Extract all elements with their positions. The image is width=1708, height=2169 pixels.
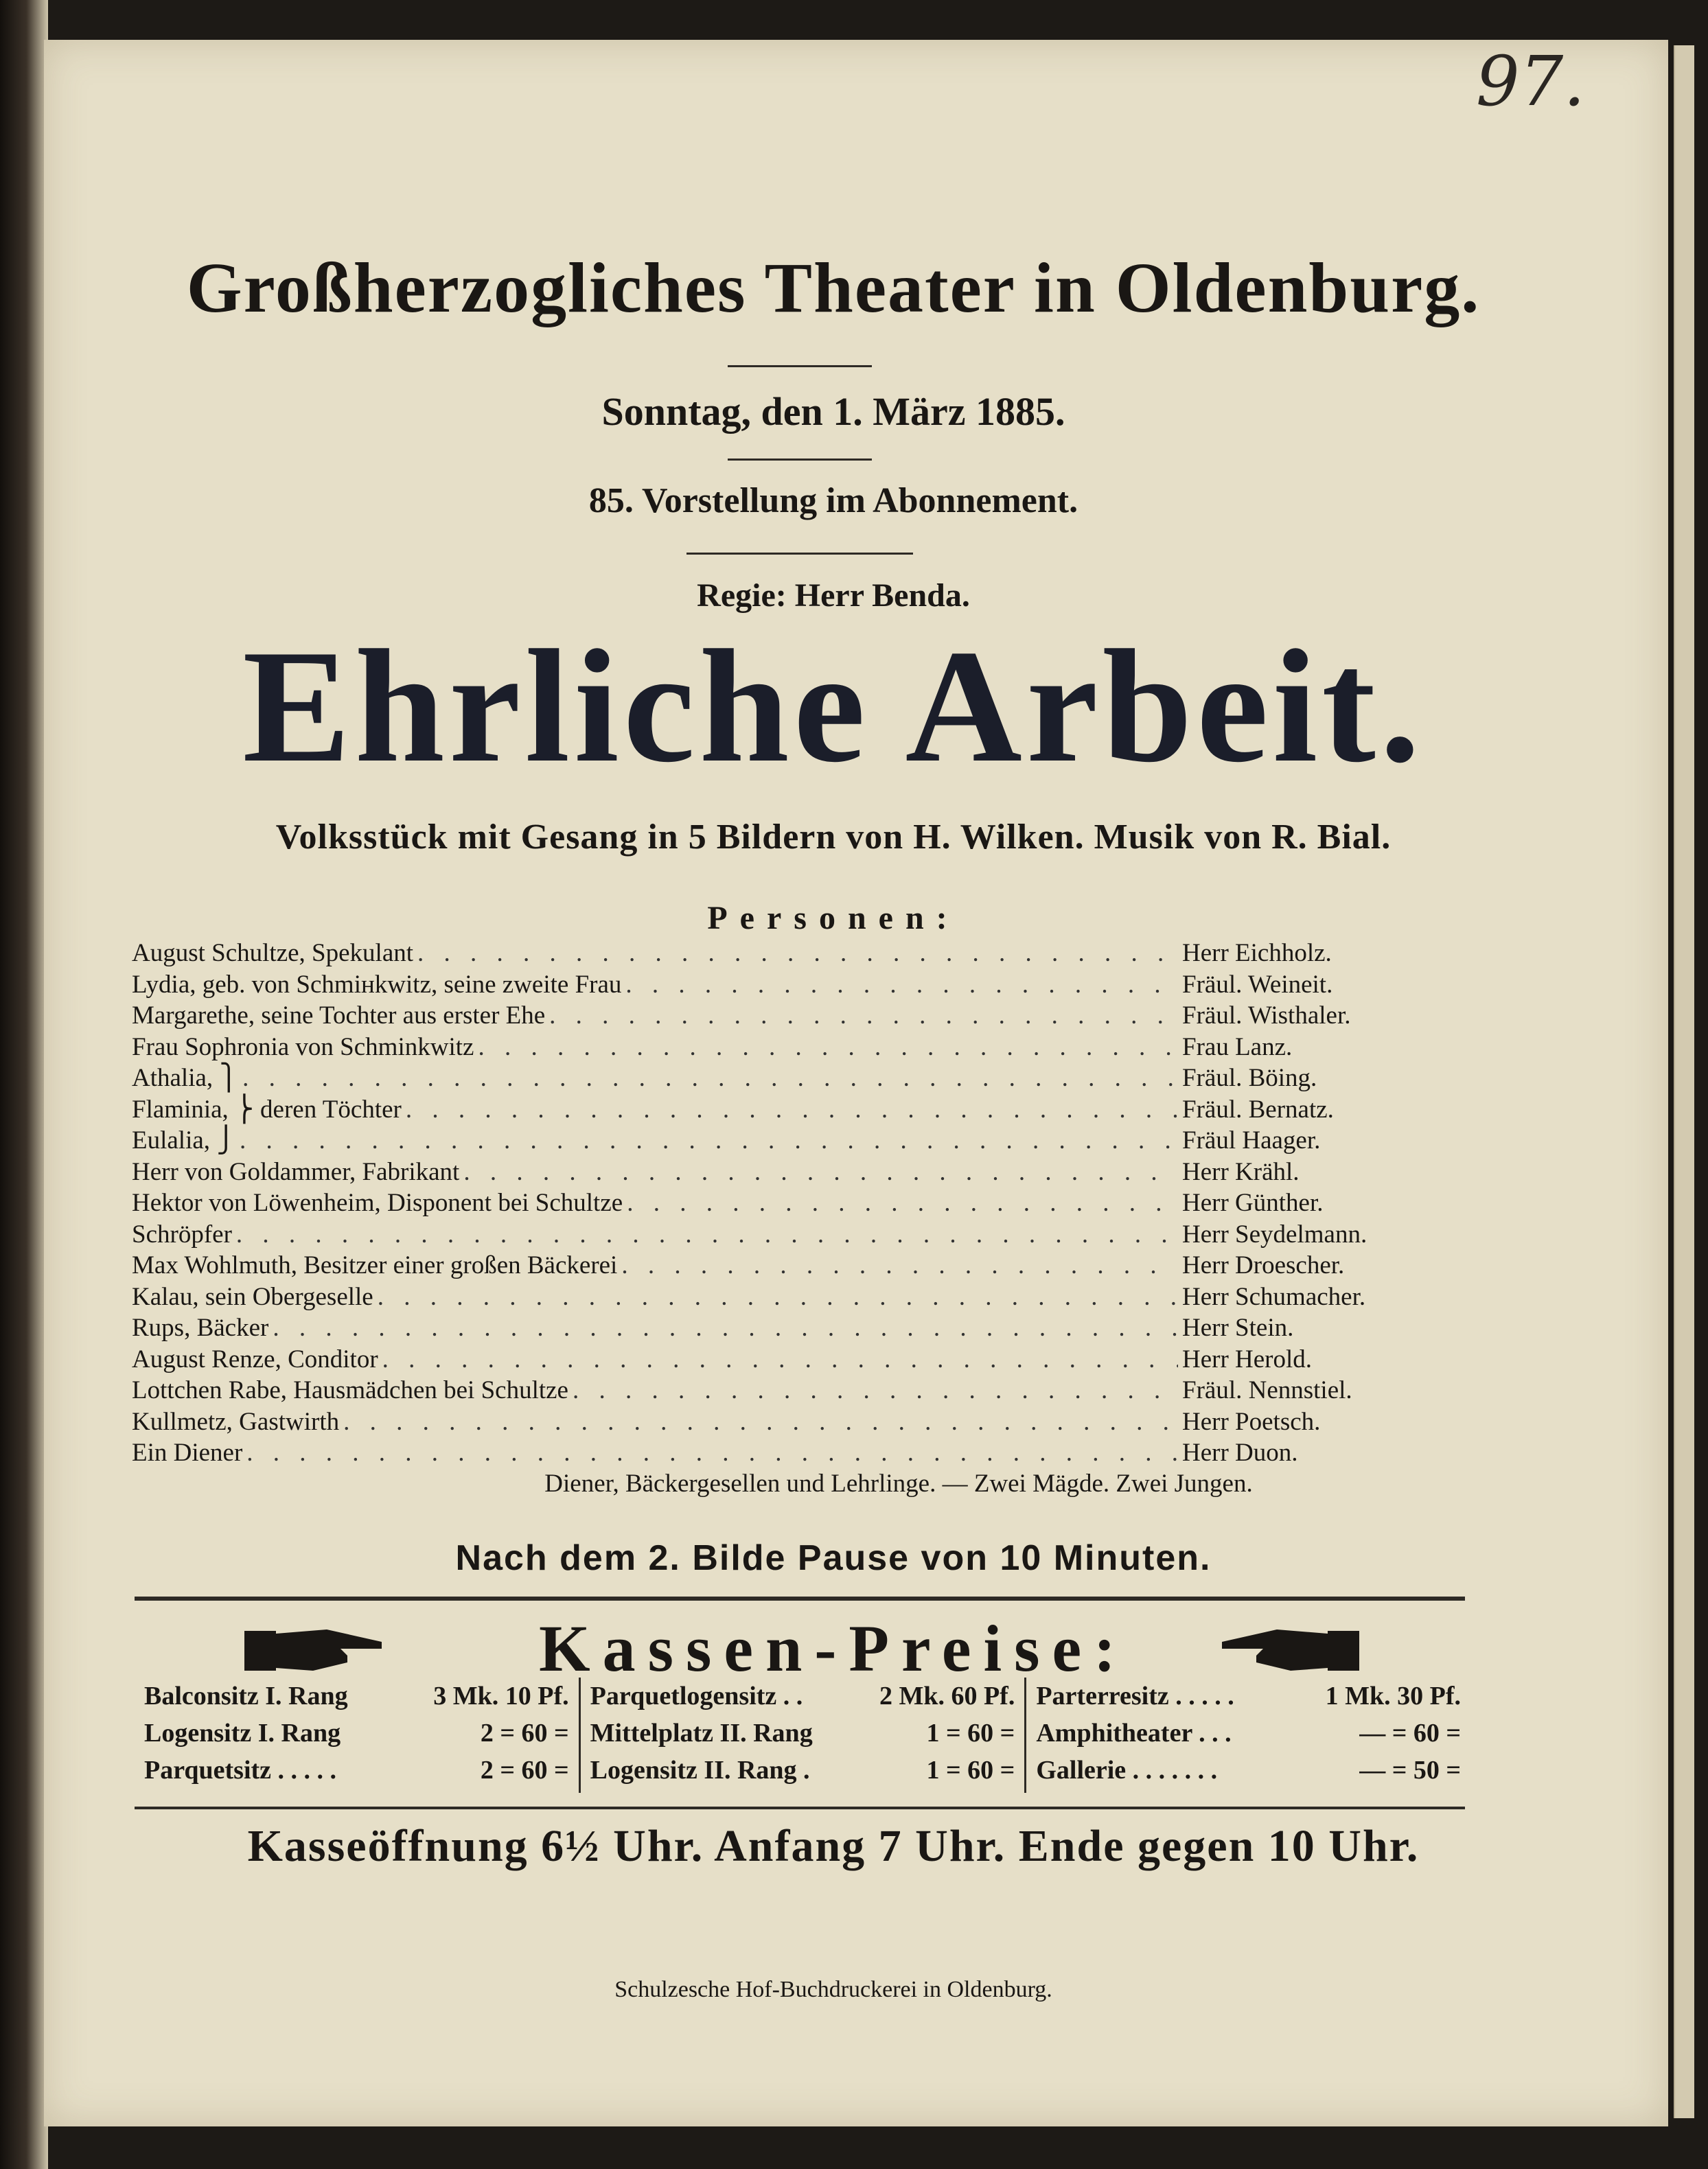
leader-dots: [378, 1281, 1178, 1313]
leader-dots: [236, 1219, 1178, 1251]
price-label: Parterresitz . . . . .: [1036, 1682, 1234, 1710]
cast-actor: Fräul. Weineit.: [1182, 970, 1333, 999]
price-value: 2 = 60 =: [480, 1756, 569, 1785]
cast-row: [132, 1281, 1395, 1313]
cast-row: [132, 1063, 1395, 1094]
leader-dots: [625, 969, 1178, 1001]
play-subtitle: Volksstück mit Gesang in 5 Bildern von H. Wilken. Musik von R. Bial.: [275, 817, 1392, 857]
cast-role: Margarethe, seine Tochter aus erster Ehe: [132, 1001, 546, 1030]
leader-dots: [240, 1125, 1178, 1157]
theater-title: Großherzogliches Theater in Oldenburg.: [186, 248, 1481, 327]
director-line: Regie: Herr Benda.: [697, 577, 970, 614]
leader-dots: [463, 1157, 1178, 1188]
price-row: [144, 1715, 569, 1752]
cast-row: [132, 1406, 1395, 1438]
price-column: [579, 1678, 1025, 1793]
cast-row: [132, 1437, 1395, 1469]
leader-dots: [573, 1375, 1178, 1406]
leader-dots: [478, 1032, 1178, 1063]
cast-row: [132, 1250, 1395, 1281]
subscription-note: 85. Vorstellung im Abonnement.: [588, 481, 1078, 520]
cast-actor: Herr Seydelmann.: [1182, 1220, 1367, 1249]
cast-row: [132, 1125, 1395, 1157]
page-number: 97.: [1476, 41, 1586, 121]
cast-actor: Herr Herold.: [1182, 1345, 1313, 1373]
price-row: [590, 1678, 1015, 1715]
cast-role: Eulalia, ⎭: [132, 1126, 236, 1155]
cast-actor: Herr Schumacher.: [1182, 1282, 1366, 1311]
cast-actor: Herr Duon.: [1182, 1439, 1298, 1467]
cast-role: Kullmetz, Gastwirth: [132, 1407, 340, 1436]
price-row: [1036, 1752, 1461, 1789]
cast-row: [132, 938, 1395, 969]
price-column: [135, 1678, 579, 1793]
cast-extras: Diener, Bäckergesellen und Lehrlinge. — Zwei Mägde. Zwei Jungen.: [544, 1470, 1253, 1498]
divider: [728, 365, 872, 367]
cast-row: [132, 1032, 1395, 1063]
cast-row: [132, 1094, 1395, 1126]
cast-role: August Schultze, Spekulant: [132, 939, 414, 967]
cast-actor: Fräul Haager.: [1182, 1126, 1321, 1155]
leader-dots: [382, 1344, 1178, 1376]
cast-heading: Personen:: [707, 900, 960, 936]
cast-actor: Herr Stein.: [1182, 1314, 1294, 1342]
price-value: 2 Mk. 60 Pf.: [879, 1682, 1015, 1710]
price-label: Logensitz II. Rang .: [590, 1756, 810, 1785]
price-value: 2 = 60 =: [480, 1719, 569, 1748]
cast-role: Frau Sophronia von Schminkwitz: [132, 1032, 474, 1061]
cast-role: Kalau, sein Obergeselle: [132, 1282, 373, 1311]
divider: [686, 553, 913, 555]
book-spine: [0, 0, 48, 2169]
cast-row: [132, 1187, 1395, 1219]
leader-dots: [406, 1094, 1178, 1126]
cast-row: [132, 1312, 1395, 1344]
price-row: [144, 1678, 569, 1715]
cast-row: [132, 1219, 1395, 1251]
cast-actor: Fräul. Nennstiel.: [1182, 1376, 1352, 1404]
leader-dots: [242, 1063, 1178, 1094]
price-row: [1036, 1678, 1461, 1715]
double-rule: [135, 1597, 1465, 1601]
leader-dots: [343, 1406, 1178, 1438]
price-value: 1 Mk. 30 Pf.: [1325, 1682, 1462, 1710]
cast-role: Rups, Bäcker: [132, 1314, 269, 1342]
leader-dots: [273, 1312, 1178, 1344]
cast-actor: Herr Droescher.: [1182, 1251, 1345, 1279]
cast-actor: Herr Poetsch.: [1182, 1407, 1321, 1436]
leader-dots: [417, 938, 1178, 969]
divider: [135, 1807, 1465, 1809]
page-edge: [1674, 45, 1694, 2118]
price-row: [1036, 1715, 1461, 1752]
price-table: [135, 1678, 1470, 1793]
pointing-hand-left-icon: [1215, 1625, 1359, 1676]
cast-role: Max Wohlmuth, Besitzer einer großen Bäckerei: [132, 1251, 618, 1279]
cast-actor: Fräul. Wisthaler.: [1182, 1001, 1351, 1030]
price-label: Parquetlogensitz . .: [590, 1682, 803, 1710]
price-label: Balconsitz I. Rang: [144, 1682, 348, 1710]
cast-role: August Renze, Conditor: [132, 1345, 378, 1373]
price-column: [1024, 1678, 1470, 1793]
price-label: Logensitz I. Rang: [144, 1719, 341, 1748]
cast-actor: Herr Eichholz.: [1182, 939, 1332, 967]
prices-heading: Kassen-Preise:: [538, 1612, 1129, 1685]
cast-role: Athalia, ⎫: [132, 1064, 239, 1092]
cast-row: [132, 1157, 1395, 1188]
cast-row: [132, 969, 1395, 1001]
cast-row: [132, 1344, 1395, 1376]
price-label: Mittelplatz II. Rang: [590, 1719, 813, 1748]
price-row: [590, 1752, 1015, 1789]
leader-dots: [549, 1000, 1178, 1032]
price-row: [144, 1752, 569, 1789]
price-value: 1 = 60 =: [926, 1719, 1015, 1748]
cast-role: Herr von Goldammer, Fabrikant: [132, 1157, 460, 1186]
price-value: — = 50 =: [1359, 1756, 1462, 1785]
cast-role: Ein Diener: [132, 1439, 243, 1467]
play-title: Ehrliche Arbeit.: [242, 617, 1424, 796]
cast-role: Flaminia, ⎬ deren Töchter: [132, 1095, 402, 1124]
price-label: Gallerie . . . . . . .: [1036, 1756, 1218, 1785]
leader-dots: [621, 1250, 1178, 1281]
leader-dots: [246, 1437, 1178, 1469]
divider: [728, 459, 872, 461]
price-value: 3 Mk. 10 Pf.: [433, 1682, 569, 1710]
cast-actor: Fräul. Bernatz.: [1182, 1095, 1334, 1124]
cast-row: [132, 1000, 1395, 1032]
cast-role: Hektor von Löwenheim, Disponent bei Schultze: [132, 1189, 623, 1217]
cast-list: [132, 938, 1395, 1469]
price-value: — = 60 =: [1359, 1719, 1462, 1748]
leader-dots: [627, 1187, 1178, 1219]
opening-times: Kasseöffnung 6½ Uhr. Anfang 7 Uhr. Ende gegen 10 Uhr.: [247, 1821, 1420, 1871]
pause-note: Nach dem 2. Bilde Pause von 10 Minuten.: [455, 1538, 1212, 1578]
cast-role: Lottchen Rabe, Hausmädchen bei Schultze: [132, 1376, 568, 1404]
price-label: Parquetsitz . . . . .: [144, 1756, 337, 1785]
price-label: Amphitheater . . .: [1036, 1719, 1232, 1748]
cast-actor: Herr Günther.: [1182, 1189, 1324, 1217]
performance-date: Sonntag, den 1. März 1885.: [601, 389, 1065, 434]
cast-role: Schröpfer: [132, 1220, 232, 1249]
price-row: [590, 1715, 1015, 1752]
cast-actor: Frau Lanz.: [1182, 1032, 1293, 1061]
cast-actor: Fräul. Böing.: [1182, 1064, 1317, 1092]
cast-role: Lydia, geb. von Schmінkwitz, seine zweite Frau: [132, 970, 622, 999]
cast-actor: Herr Krähl.: [1182, 1157, 1300, 1186]
price-value: 1 = 60 =: [926, 1756, 1015, 1785]
cast-row: [132, 1375, 1395, 1406]
printer-imprint: Schulzesche Hof-Buchdruckerei in Oldenburg.: [614, 1977, 1052, 2002]
